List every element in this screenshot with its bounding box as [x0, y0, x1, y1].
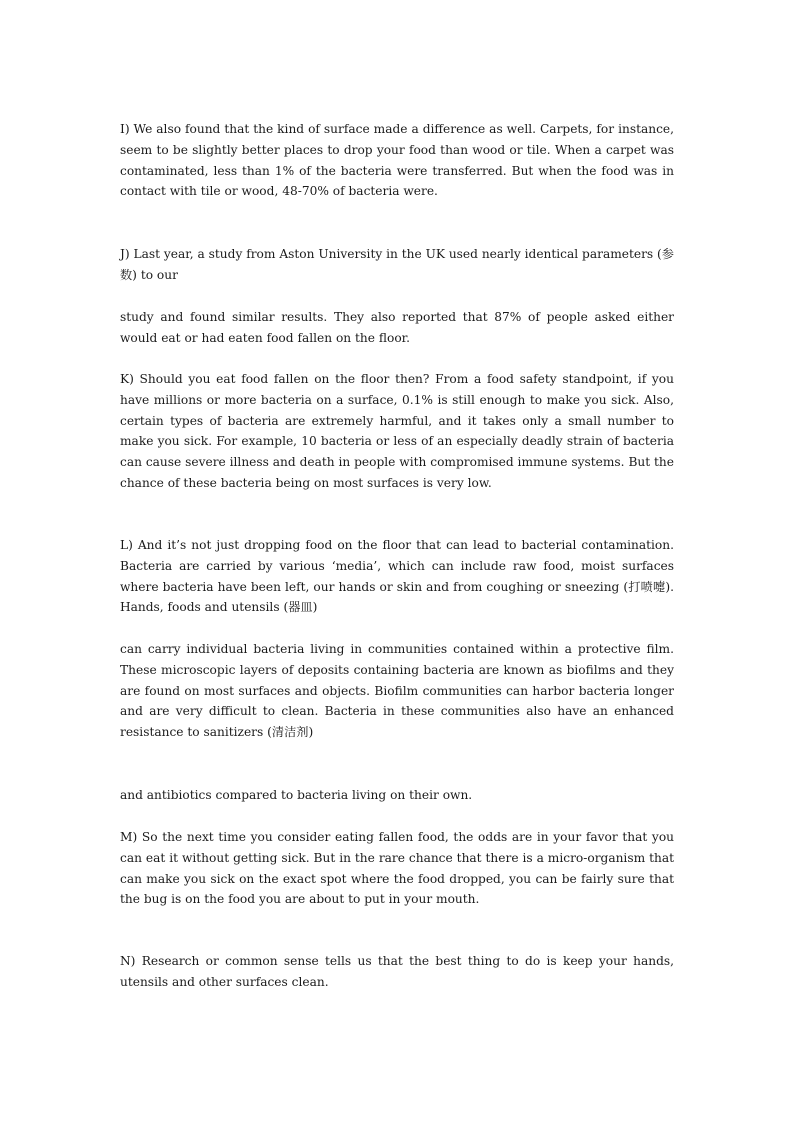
paragraph-l-part-2: can carry individual bacteria living in communities contained within a protective film. These microscopic layers of deposits containing bacteria are known as biofilms and they are found on most surfaces and objects. Biofilm communities can harbor bacteria longer and are very difficult to clean. Bacteria in these communities also have an enhanced resistance to sanitizers (清洁剂)	[120, 642, 674, 740]
paragraph-i: I) We also found that the kind of surface made a difference as well. Carpets, for instance, seem to be slightly better places to drop your food than wood or tile. When a carpet was contaminated, less than 1% of the bacteria were transferred. But when the food was in contact with tile or wood, 48-70% of bacteria were.	[120, 122, 674, 199]
paragraph-n: N) Research or common sense tells us that the best thing to do is keep your hands, utensils and other surfaces clean.	[120, 954, 674, 989]
paragraph-k: K) Should you eat food fallen on the floor then? From a food safety standpoint, if you have millions or more bacteria on a surface, 0.1% is still enough to make you sick. Also, certain types of bacteria are extremely harmful, and it takes only a small number to make you sick. For example, 10 bacteria or less of an especially deadly strain of bacteria can cause severe illness and death in people with compromised immune systems. But the chance of these bacteria being on most surfaces is very low.	[120, 372, 674, 490]
paragraph-j-part-2: study and found similar results. They also reported that 87% of people asked either would eat or had eaten food fallen on the floor.	[120, 310, 674, 345]
paragraph-l-part-3: and antibiotics compared to bacteria living on their own.	[120, 788, 473, 802]
paragraph-j-part-1: J) Last year, a study from Aston University in the UK used nearly identical parameters (参数) to our	[120, 247, 674, 282]
paragraph-l-part-1: L) And it’s not just dropping food on the floor that can lead to bacterial contamination. Bacteria are carried by various ‘media’, which can include raw food, moist surfaces where bacteria have been left, our hands or skin and from coughing or sneezing (打喷嚏). Hands, foods and utensils (器皿)	[120, 538, 674, 615]
paragraph-m: M) So the next time you consider eating fallen food, the odds are in your favor that you can eat it without getting sick. But in the rare chance that there is a micro-organism that can make you sick on the exact spot where the food dropped, you can be fairly sure that the bug is on the food you are about to put in your mouth.	[120, 830, 674, 907]
